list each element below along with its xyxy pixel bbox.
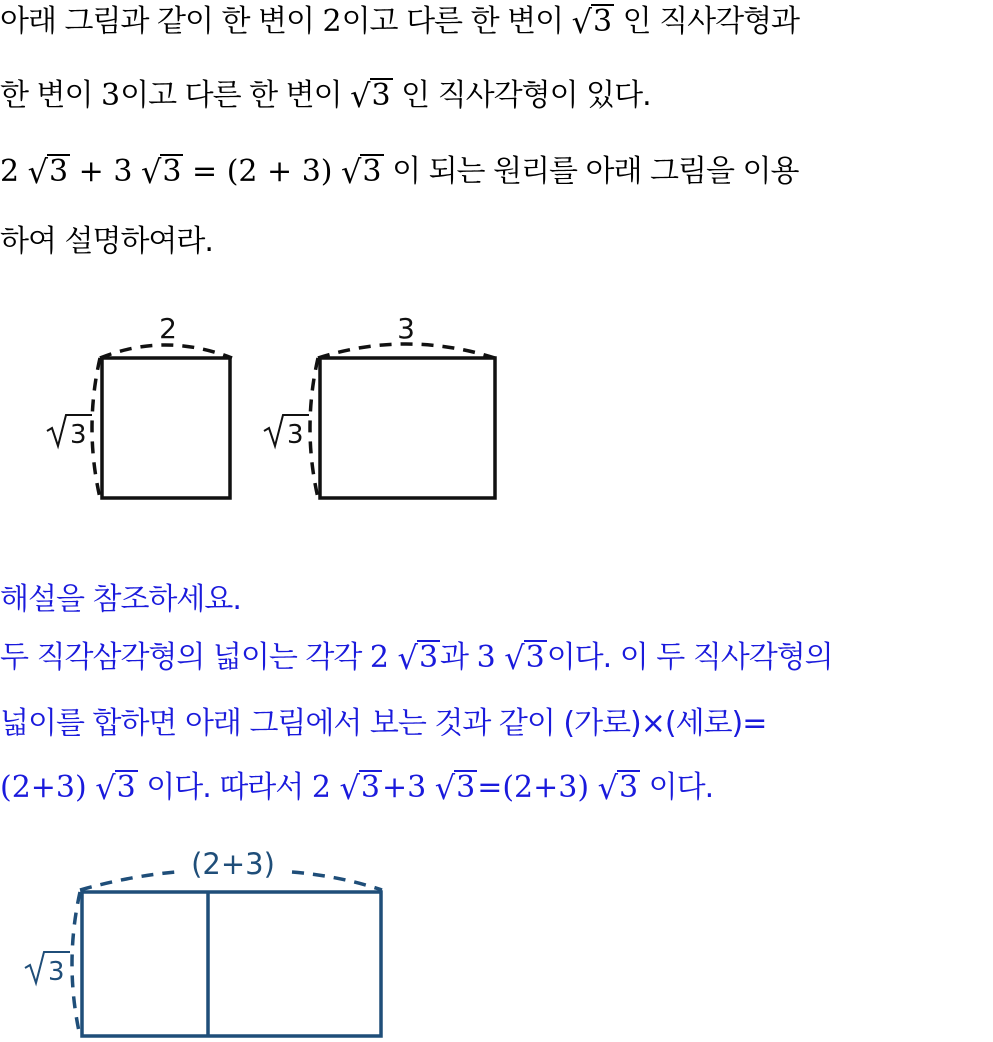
- radical-sign-icon: √: [95, 769, 116, 807]
- radicand: 3: [418, 640, 439, 675]
- radicand: 3: [116, 770, 136, 805]
- problem-text: 한 변이: [0, 78, 102, 113]
- problem-text: 이고 다른 한 변이: [120, 78, 351, 113]
- radical-sign-icon: √: [27, 153, 49, 191]
- math-number: 3: [476, 640, 496, 675]
- math-expression: +3: [381, 770, 427, 805]
- height-label: 3: [70, 420, 87, 450]
- problem-text: 이고 다른 한 변이: [341, 4, 572, 39]
- problem-text: 인 직사각형이 있다.: [401, 78, 651, 113]
- radical-sign-icon: √: [504, 639, 525, 677]
- radical-sign-icon: √: [571, 3, 592, 41]
- solution-text: 이다. 따라서: [146, 770, 312, 805]
- radicand: 3: [371, 78, 391, 113]
- math-expression: =(2+3): [477, 770, 590, 805]
- radicand: 3: [362, 154, 382, 189]
- solution-text: 과: [440, 640, 477, 675]
- solution-text: 이다. 이 두 직사각형의: [546, 640, 833, 675]
- combined-rectangle: [82, 892, 381, 1036]
- math-expression: (2+3): [0, 770, 87, 805]
- radical-sign-icon: √: [140, 153, 162, 191]
- radicand: 3: [592, 4, 613, 39]
- math-expression: = (2 + 3): [192, 154, 333, 189]
- radicand: 3: [456, 770, 476, 805]
- height-label: 3: [48, 957, 65, 987]
- solution-text: 넓이를 합하면 아래 그림에서 보는 것과 같이 (가로)×(세로)=: [0, 706, 767, 741]
- radicand: 3: [360, 770, 380, 805]
- solution-text: 이다.: [648, 770, 714, 805]
- math-number: 2: [322, 4, 342, 39]
- radical-sign-icon: √: [597, 769, 618, 807]
- radical-sign-icon: √: [350, 77, 371, 115]
- problem-text: 인 직사각형과: [622, 4, 800, 39]
- solution-text: 두 직각삼각형의 넓이는 각각: [0, 640, 370, 675]
- math-number: 3: [101, 78, 121, 113]
- radical-sign-icon: √: [434, 769, 456, 807]
- height-label: 3: [287, 420, 304, 450]
- radical-sign-icon: √: [397, 639, 418, 677]
- radicand: 3: [619, 770, 639, 805]
- problem-text: 하여 설명하여라.: [0, 224, 213, 259]
- dimension-arc: [80, 872, 176, 890]
- radicand: 3: [162, 154, 182, 189]
- solution-text: 해설을 참조하세요.: [0, 582, 241, 617]
- dimension-arc: [292, 872, 382, 890]
- math-number: 2: [311, 770, 331, 805]
- math-number: 2: [369, 640, 389, 675]
- problem-text: 이 되는 원리를 아래 그림을 이용: [392, 154, 799, 189]
- problem-text: 아래 그림과 같이 한 변이: [0, 4, 323, 39]
- dimension-arc: [72, 892, 80, 1036]
- width-label: 2: [159, 312, 177, 345]
- radical-sign-icon: √: [339, 769, 360, 807]
- width-label: (2+3): [191, 847, 275, 881]
- width-label: 3: [397, 312, 415, 345]
- radical-sign-icon: √: [341, 153, 362, 191]
- math-number: 2: [0, 154, 20, 189]
- math-expression: + 3: [78, 154, 133, 189]
- radicand: 3: [49, 154, 69, 189]
- radicand: 3: [525, 640, 545, 675]
